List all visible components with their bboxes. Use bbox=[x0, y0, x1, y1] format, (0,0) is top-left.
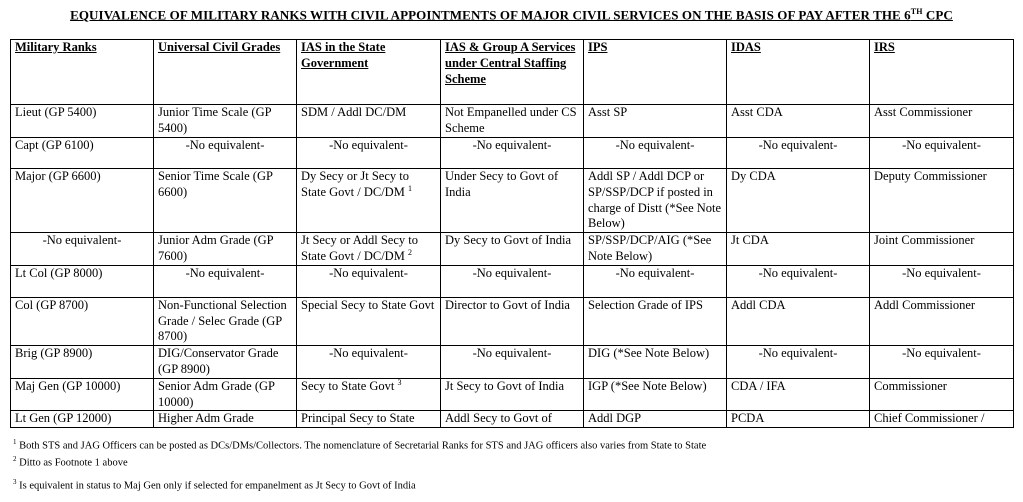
table-row bbox=[11, 169, 1014, 233]
footnote-2: $^2$ Ditto as Footnote 1 above bbox=[13, 454, 128, 468]
table-cell: Col (GP 8700) bbox=[11, 297, 154, 345]
table-cell: DIG (*See Note Below) bbox=[584, 346, 727, 379]
header-military-ranks: Military Ranks bbox=[11, 40, 154, 105]
table-cell: Junior Adm Grade (GP 7600) bbox=[154, 233, 297, 266]
table-cell: DIG/Conservator Grade (GP 8900) bbox=[154, 346, 297, 379]
table-cell: Addl SP / Addl DCP or SP/SSP/DCP if posted in charge of Distt (*See Note Below) bbox=[584, 169, 727, 233]
table-cell: SDM / Addl DC/DM bbox=[297, 105, 441, 138]
table-cell: Capt (GP 6100) bbox=[11, 138, 154, 169]
table-cell: Major (GP 6600) bbox=[11, 169, 154, 233]
table-cell: PCDA bbox=[727, 411, 870, 428]
table-cell: Brig (GP 8900) bbox=[11, 346, 154, 379]
footnote-1: $^1$ Both STS and JAG Officers can be posted as DCs/DMs/Collectors. The nomenclature of Secretarial Ranks for STS and JAG officers also varies from State to State bbox=[13, 438, 707, 452]
table-row bbox=[11, 233, 1014, 266]
table-cell: Jt Secy or Addl Secy to State Govt / DC/DM $^2$ bbox=[297, 233, 441, 266]
footnote-3: $^3$ Is equivalent in status to Maj Gen only if selected for empanelment as Jt Secy to Govt of India bbox=[13, 478, 416, 492]
header-ips: IPS bbox=[584, 40, 727, 105]
table-cell: Junior Time Scale (GP 5400) bbox=[154, 105, 297, 138]
table-cell: Asst SP bbox=[584, 105, 727, 138]
table-cell: -No equivalent- bbox=[11, 233, 154, 266]
page-title: EQUIVALENCE OF MILITARY RANKS WITH CIVIL APPOINTMENTS OF MAJOR CIVIL SERVICES ON THE BASIS OF PAY AFTER THE 6TH CPC bbox=[70, 7, 953, 23]
table-cell: Senior Adm Grade (GP 10000) bbox=[154, 378, 297, 411]
table-cell: IGP (*See Note Below) bbox=[584, 378, 727, 411]
table-row bbox=[11, 105, 1014, 138]
table-cell: SP/SSP/DCP/AIG (*See Note Below) bbox=[584, 233, 727, 266]
table-cell: -No equivalent- bbox=[441, 265, 584, 297]
table-cell: Chief Commissioner / bbox=[870, 411, 1014, 428]
table-cell: -No equivalent- bbox=[297, 138, 441, 169]
table-cell: Addl Secy to Govt of bbox=[441, 411, 584, 428]
table-cell: Special Secy to State Govt bbox=[297, 297, 441, 345]
table-cell: Dy CDA bbox=[727, 169, 870, 233]
table-cell: Dy Secy or Jt Secy to State Govt / DC/DM $^1$ bbox=[297, 169, 441, 233]
table-cell: Director to Govt of India bbox=[441, 297, 584, 345]
table-header-row bbox=[11, 40, 1014, 105]
table-cell: -No equivalent- bbox=[727, 138, 870, 169]
table-cell: -No equivalent- bbox=[297, 346, 441, 379]
header-ias-state: IAS in the State Government bbox=[297, 40, 441, 105]
table-cell: Non-Functional Selection Grade / Selec Grade (GP 8700) bbox=[154, 297, 297, 345]
table-cell: Asst Commissioner bbox=[870, 105, 1014, 138]
table-cell: -No equivalent- bbox=[870, 138, 1014, 169]
table-cell: Asst CDA bbox=[727, 105, 870, 138]
table-cell: Addl CDA bbox=[727, 297, 870, 345]
table-cell: Maj Gen (GP 10000) bbox=[11, 378, 154, 411]
table-cell: Joint Commissioner bbox=[870, 233, 1014, 266]
table-cell: -No equivalent- bbox=[870, 265, 1014, 297]
header-ias-central: IAS & Group A Services under Central Staffing Scheme bbox=[441, 40, 584, 105]
header-irs: IRS bbox=[870, 40, 1014, 105]
table-cell: Jt CDA bbox=[727, 233, 870, 266]
table-cell: Principal Secy to State bbox=[297, 411, 441, 428]
table-cell: Lt Col (GP 8000) bbox=[11, 265, 154, 297]
header-universal-civil-grades: Universal Civil Grades bbox=[154, 40, 297, 105]
table-cell: -No equivalent- bbox=[727, 265, 870, 297]
table-cell: Higher Adm Grade bbox=[154, 411, 297, 428]
table-cell: -No equivalent- bbox=[584, 265, 727, 297]
table-cell: -No equivalent- bbox=[441, 138, 584, 169]
table-row bbox=[11, 265, 1014, 297]
footnote-ref: 2 bbox=[407, 247, 412, 257]
table-cell: Dy Secy to Govt of India bbox=[441, 233, 584, 266]
table-cell: Under Secy to Govt of India bbox=[441, 169, 584, 233]
table-cell: -No equivalent- bbox=[870, 346, 1014, 379]
table-row bbox=[11, 411, 1014, 428]
table-cell: -No equivalent- bbox=[297, 265, 441, 297]
table-row bbox=[11, 138, 1014, 169]
rank-equivalence-table bbox=[10, 39, 1014, 428]
footnote-ref: 1 bbox=[407, 183, 412, 193]
table-cell: Commissioner bbox=[870, 378, 1014, 411]
table-row bbox=[11, 297, 1014, 345]
table-cell: Jt Secy to Govt of India bbox=[441, 378, 584, 411]
footnote-ref: 3 bbox=[397, 378, 402, 387]
table-cell: -No equivalent- bbox=[727, 346, 870, 379]
table-cell: Senior Time Scale (GP 6600) bbox=[154, 169, 297, 233]
table-cell: Lieut (GP 5400) bbox=[11, 105, 154, 138]
table-row bbox=[11, 346, 1014, 379]
header-idas: IDAS bbox=[727, 40, 870, 105]
table-cell: Selection Grade of IPS bbox=[584, 297, 727, 345]
table-cell: Addl DGP bbox=[584, 411, 727, 428]
table-cell: -No equivalent- bbox=[154, 265, 297, 297]
footnotes bbox=[13, 436, 1013, 469]
table-cell: Lt Gen (GP 12000) bbox=[11, 411, 154, 428]
table-row bbox=[11, 378, 1014, 411]
table-cell: Deputy Commissioner bbox=[870, 169, 1014, 233]
table-cell: CDA / IFA bbox=[727, 378, 870, 411]
table-cell: Addl Commissioner bbox=[870, 297, 1014, 345]
table-cell: Secy to State Govt $^3$ bbox=[297, 378, 441, 411]
table-cell: -No equivalent- bbox=[154, 138, 297, 169]
table-cell: Not Empanelled under CS Scheme bbox=[441, 105, 584, 138]
table-cell: -No equivalent- bbox=[584, 138, 727, 169]
table-cell: -No equivalent- bbox=[441, 346, 584, 379]
